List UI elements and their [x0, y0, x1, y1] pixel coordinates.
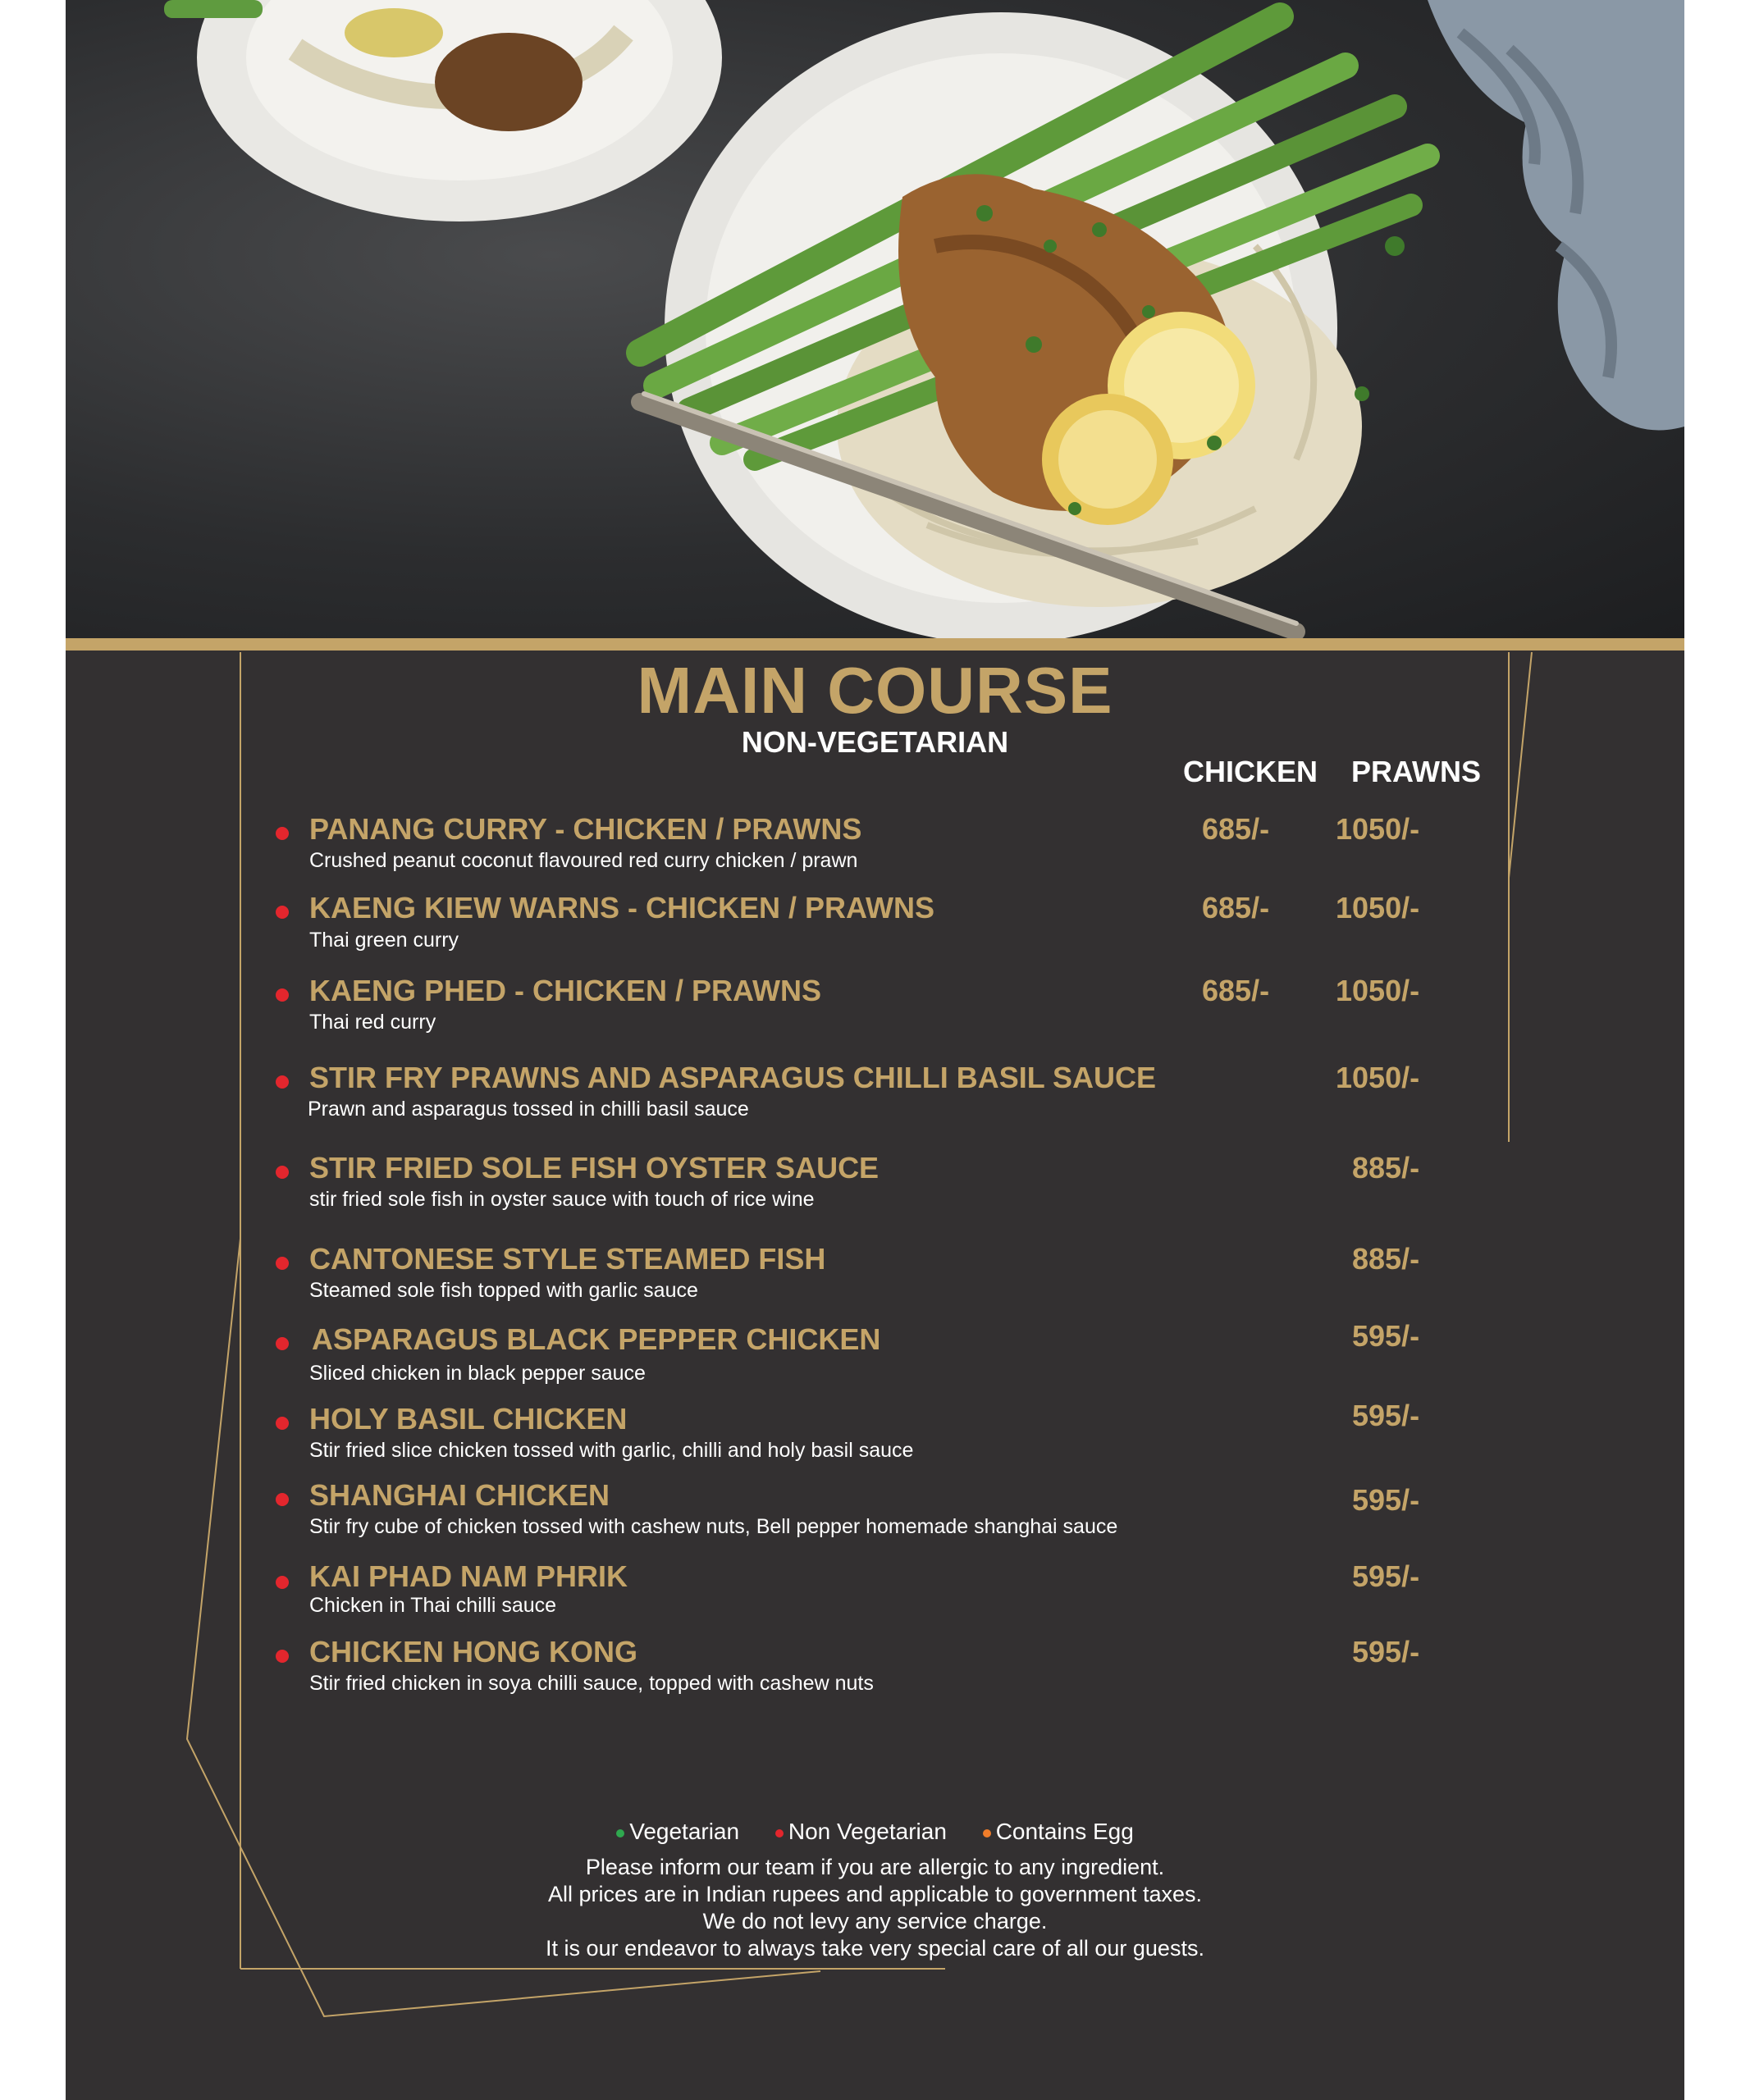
- menu-item-description: Sliced chicken in black pepper sauce: [309, 1362, 646, 1385]
- egg-dot-icon: [983, 1829, 991, 1838]
- menu-item-description: Steamed sole fish topped with garlic sauce: [309, 1279, 698, 1302]
- menu-item-description: Thai green curry: [309, 929, 459, 952]
- column-header-prawns: PRAWNS: [1351, 755, 1482, 788]
- non-veg-dot-icon: [276, 1417, 289, 1430]
- prawns-price: 595/-: [1352, 1559, 1420, 1593]
- chicken-price: 685/-: [1202, 891, 1270, 924]
- note-line: All prices are in Indian rupees and applicable to government taxes.: [548, 1882, 1202, 1906]
- gold-divider-bar: [66, 638, 1684, 651]
- prawns-price: 595/-: [1352, 1399, 1420, 1432]
- menu-item-name: CANTONESE STYLE STEAMED FISH: [309, 1242, 826, 1276]
- menu-item-name: PANANG CURRY - CHICKEN / PRAWNS: [309, 812, 862, 846]
- non-veg-dot-icon: [276, 906, 289, 919]
- prawns-price: 595/-: [1352, 1483, 1420, 1517]
- chicken-price: 685/-: [1202, 812, 1270, 846]
- menu-item: [66, 1061, 1684, 1134]
- menu-item-description: Stir fry cube of chicken tossed with cashew nuts, Bell pepper homemade shanghai sauce: [309, 1515, 1118, 1538]
- menu-item: [66, 1242, 1684, 1316]
- menu-item: [66, 1399, 1684, 1476]
- veg-dot-icon: [616, 1829, 624, 1838]
- dietary-legend: [66, 1819, 1684, 1845]
- prawns-price: 595/-: [1352, 1635, 1420, 1669]
- note-line: It is our endeavor to always take very special care of all our guests.: [546, 1936, 1204, 1961]
- menu-item: [66, 891, 1684, 965]
- note-line: We do not levy any service charge.: [702, 1909, 1048, 1933]
- legend-veg-label: Vegetarian: [629, 1819, 740, 1844]
- menu-item: [66, 1478, 1684, 1552]
- menu-item: [66, 1151, 1684, 1225]
- menu-item-name: ASPARAGUS BLACK PEPPER CHICKEN: [312, 1322, 881, 1356]
- food-photo-illustration: [66, 0, 1684, 638]
- menu-item-name: STIR FRY PRAWNS AND ASPARAGUS CHILLI BASIL SAUCE: [309, 1061, 1157, 1094]
- page-title: MAIN COURSE: [637, 654, 1113, 727]
- non-veg-dot-icon: [276, 827, 289, 840]
- page-subtitle: NON-VEGETARIAN: [741, 725, 1009, 759]
- menu-item-description: Thai red curry: [309, 1011, 436, 1034]
- prawns-price: 885/-: [1352, 1242, 1420, 1276]
- menu-item-description: stir fried sole fish in oyster sauce with touch of rice wine: [309, 1188, 815, 1211]
- non-veg-dot-icon: [276, 1493, 289, 1506]
- non-veg-dot-icon: [276, 1337, 289, 1350]
- prawns-price: 1050/-: [1336, 974, 1420, 1007]
- legend-vegetarian: [616, 1819, 739, 1844]
- menu-item-name: CHICKEN HONG KONG: [309, 1635, 638, 1669]
- prawns-price: 1050/-: [1336, 891, 1420, 924]
- menu-item-description: Crushed peanut coconut flavoured red curry chicken / prawn: [309, 849, 858, 872]
- menu-item: [66, 1319, 1684, 1396]
- non-veg-dot-icon: [775, 1829, 784, 1838]
- prawns-price: 885/-: [1352, 1151, 1420, 1185]
- menu-item-description: Chicken in Thai chilli sauce: [309, 1594, 557, 1617]
- menu-item: [66, 974, 1684, 1048]
- food-photo: [66, 0, 1684, 638]
- prawns-price: 1050/-: [1336, 1061, 1420, 1094]
- column-header-chicken: CHICKEN: [1183, 755, 1318, 788]
- prawns-price: 1050/-: [1336, 812, 1420, 846]
- note-line: Please inform our team if you are allergic to any ingredient.: [585, 1855, 1165, 1879]
- non-veg-dot-icon: [276, 1166, 289, 1179]
- menu-item-name: KAI PHAD NAM PHRIK: [309, 1559, 628, 1593]
- menu-item: [66, 1559, 1684, 1633]
- menu-page: [66, 0, 1684, 2100]
- non-veg-dot-icon: [276, 1075, 289, 1089]
- legend-egg-label: Contains Egg: [995, 1819, 1134, 1844]
- legend-non-veg-label: Non Vegetarian: [788, 1819, 947, 1844]
- menu-item-name: KAENG KIEW WARNS - CHICKEN / PRAWNS: [309, 891, 935, 924]
- menu-item-name: SHANGHAI CHICKEN: [309, 1478, 610, 1512]
- menu-item-name: KAENG PHED - CHICKEN / PRAWNS: [309, 974, 822, 1007]
- menu-item-description: Stir fried slice chicken tossed with garlic, chilli and holy basil sauce: [309, 1439, 914, 1462]
- menu-item-name: STIR FRIED SOLE FISH OYSTER SAUCE: [309, 1151, 880, 1185]
- non-veg-dot-icon: [276, 1650, 289, 1663]
- chicken-price: 685/-: [1202, 974, 1270, 1007]
- menu-item-name: HOLY BASIL CHICKEN: [309, 1402, 628, 1436]
- menu-item-description: Stir fried chicken in soya chilli sauce, topped with cashew nuts: [309, 1672, 874, 1695]
- non-veg-dot-icon: [276, 988, 289, 1002]
- non-veg-dot-icon: [276, 1576, 289, 1589]
- footer-notes: [66, 1854, 1684, 1962]
- menu-item-description: Prawn and asparagus tossed in chilli basil sauce: [308, 1098, 749, 1121]
- legend-contains-egg: [983, 1819, 1134, 1844]
- menu-item: [66, 1635, 1684, 1709]
- legend-non-vegetarian: [775, 1819, 947, 1844]
- menu-item: [66, 812, 1684, 886]
- prawns-price: 595/-: [1352, 1319, 1420, 1353]
- non-veg-dot-icon: [276, 1257, 289, 1270]
